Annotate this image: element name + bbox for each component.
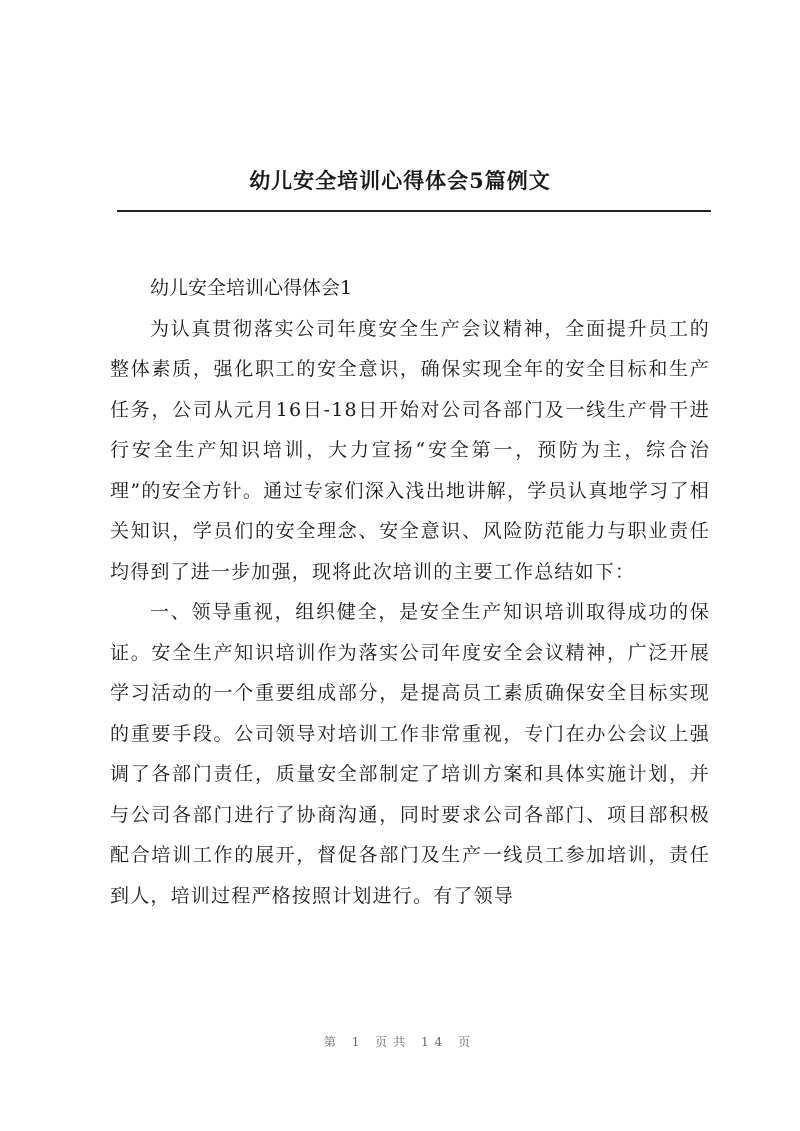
page-footer: 第 1 页共 14 页 — [323, 1035, 477, 1049]
title-divider — [117, 210, 711, 212]
paragraph-intro: 为认真贯彻落实公司年度安全生产会议精神，全面提升员工的整体素质，强化职工的安全意识，确保实现全年的安全目标和生产任务，公司从元月16日-18日开始对公司各部门及一线生产骨干进行安全生产知识培训，大力宣扬“安全第一，预防为主，综合治理”的安全方针。通过专家们深入浅出地讲解，学员认真地学习了相关知识，学员们的安全理念、安全意识、风险防范能力与职业责任均得到了进一步加强，现将此次培训的主要工作总结如下： — [110, 317, 710, 583]
document-body — [110, 268, 710, 916]
section-heading: 幼儿安全培训心得体会1 — [150, 277, 353, 299]
document-title: 幼儿安全培训心得体会5篇例文 — [249, 168, 551, 193]
paragraph-leadership: 一、领导重视，组织健全，是安全生产知识培训取得成功的保证。安全生产知识培训作为落实公司年度安全会议精神，广泛开展学习活动的一个重要组成部分，是提高员工素质确保安全目标实现的重要手段。公司领导对培训工作非常重视，专门在办公会议上强调了各部门责任，质量安全部制定了培训方案和具体实施计划，并与公司各部门进行了协商沟通，同时要求公司各部门、项目部积极配合培训工作的展开，督促各部门及生产一线员工参加培训，责任到人，培训过程严格按照计划进行。有了领导 — [110, 601, 710, 907]
